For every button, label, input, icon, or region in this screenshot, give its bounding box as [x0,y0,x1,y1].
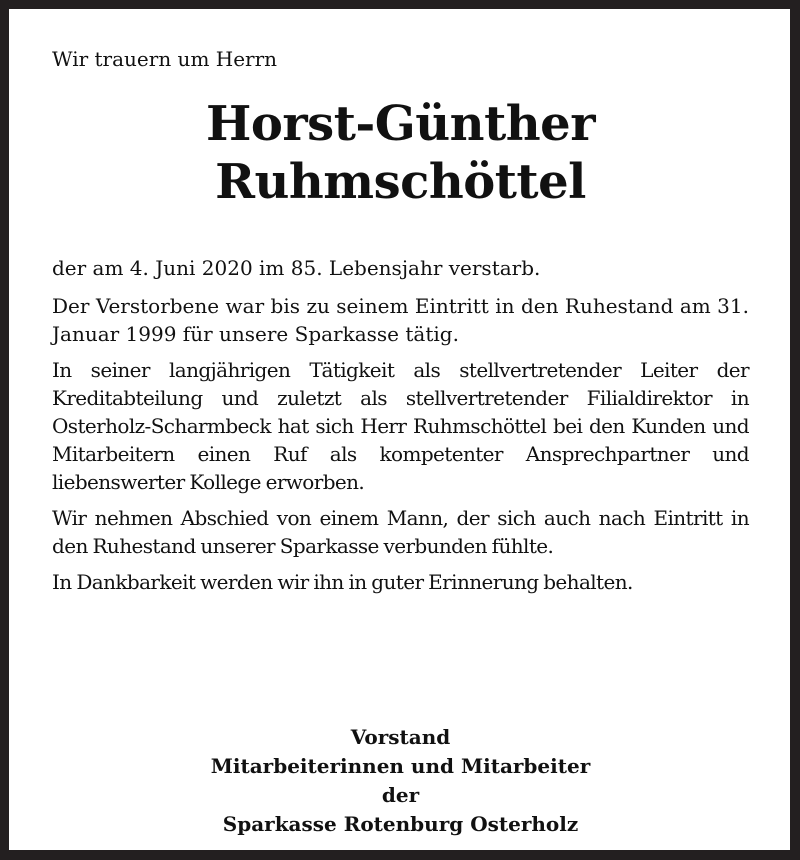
signature-block [52,723,749,839]
signature-organization: Sparkasse Rotenburg Osterholz [222,812,579,836]
signature-of: der [381,783,420,807]
deceased-name [52,95,749,211]
deceased-last-name: Ruhmschöttel [215,154,586,210]
intro-line: Wir trauern um Herrn [52,47,278,71]
paragraph-retirement: Der Verstorbene war bis zu seinem Eintritt in den Ruhestand am 31. Januar 1999 für unsere Sparkasse tätig. [52,294,749,346]
signature-staff: Mitarbeiterinnen und Mitarbeiter [210,754,591,778]
paragraph-farewell: Wir nehmen Abschied von einem Mann, der sich auch nach Eintritt in den Ruhestand unserer Sparkasse verbunden fühlte. [52,506,749,558]
paragraph-gratitude: In Dankbarkeit werden wir ihn in guter Erinnerung behalten. [52,570,633,594]
deceased-first-name: Horst-Günther [206,96,595,152]
obituary-body [52,254,749,604]
signature-board: Vorstand [350,725,451,749]
paragraph-career: In seiner langjährigen Tätigkeit als stellvertretender Leiter der Kreditabteilung und zuletzt als stellvertretender Filialdirektor in Osterholz-Scharmbeck hat sich Herr Ruhmschöttel bei den Kunden und Mitarbeitern einen Ruf als kompetenter Ansprechpartner und liebenswerter Kollege erworben. [52,358,749,494]
paragraph-death-date: der am 4. Juni 2020 im 85. Lebensjahr verstarb. [52,256,541,280]
